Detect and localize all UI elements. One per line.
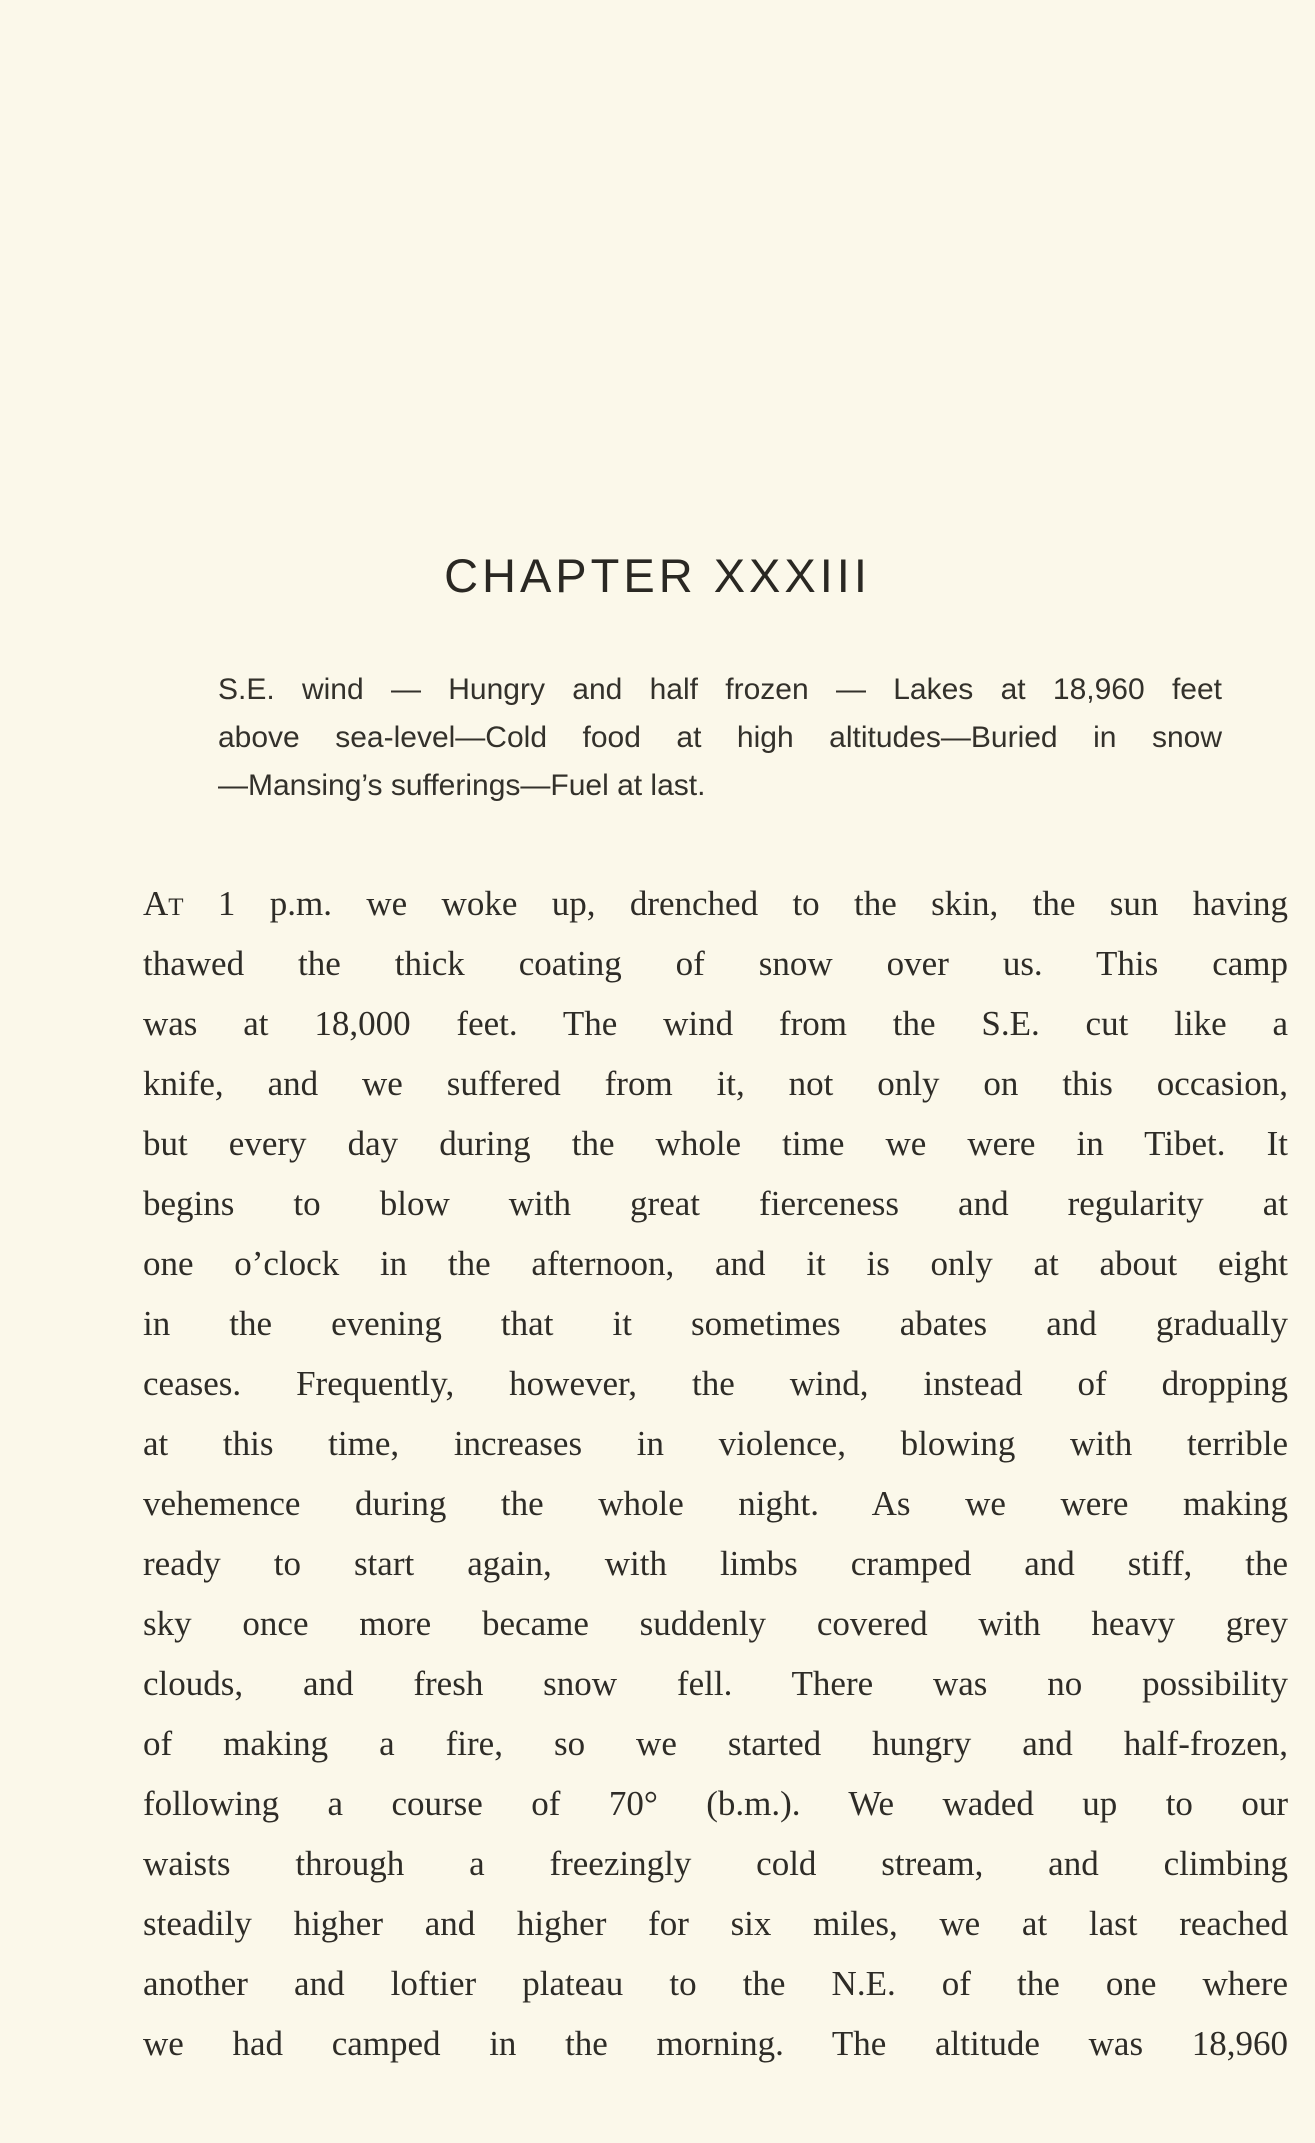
body-text [143, 874, 1288, 2074]
body-line: in the evening that it sometimes abates and gradually [143, 1304, 1288, 1343]
summary-line: S.E. wind — Hungry and half frozen — Lakes at 18,960 feet [218, 673, 1222, 706]
body-line: ceases. Frequently, however, the wind, instead of dropping [143, 1364, 1288, 1403]
chapter-summary [218, 666, 1222, 810]
body-line: but every day during the whole time we were in Tibet. It [143, 1124, 1288, 1163]
body-line: was at 18,000 feet. The wind from the S.E. cut like a [143, 1004, 1288, 1043]
body-first-line [143, 874, 1288, 934]
body-line: another and loftier plateau to the N.E. of the one where [143, 1964, 1288, 2003]
body-line: begins to blow with great fierceness and regularity at [143, 1184, 1288, 1223]
body-line: thawed the thick coating of snow over us. This camp [143, 944, 1288, 983]
chapter-title: CHAPTER XXXIII [444, 549, 871, 602]
body-line: knife, and we suffered from it, not only on this occasion, [143, 1064, 1288, 1103]
body-line: vehemence during the whole night. As we were making [143, 1484, 1288, 1523]
body-line: we had camped in the morning. The altitude was 18,960 [143, 2024, 1288, 2063]
body-line: following a course of 70° (b.m.). We waded up to our [143, 1784, 1288, 1823]
body-line: one o’clock in the afternoon, and it is only at about eight [143, 1244, 1288, 1283]
body-line: steadily higher and higher for six miles, we at last reached [143, 1904, 1288, 1943]
body-line: sky once more became suddenly covered with heavy grey [143, 1604, 1288, 1643]
body-line: of making a fire, so we started hungry and half-frozen, [143, 1724, 1288, 1763]
first-line-text: 1 p.m. we woke up, drenched to the skin, the sun having [183, 884, 1288, 923]
body-line: clouds, and fresh snow fell. There was no possibility [143, 1664, 1288, 1703]
summary-line: —Mansing’s sufferings—Fuel at last. [218, 769, 706, 802]
body-line: at this time, increases in violence, blowing with terrible [143, 1424, 1288, 1463]
lead-word: At [143, 884, 184, 923]
body-line: ready to start again, with limbs cramped and stiff, the [143, 1544, 1288, 1583]
summary-line: above sea-level—Cold food at high altitudes—Buried in snow [218, 721, 1222, 754]
body-line: waists through a freezingly cold stream, and climbing [143, 1844, 1288, 1883]
